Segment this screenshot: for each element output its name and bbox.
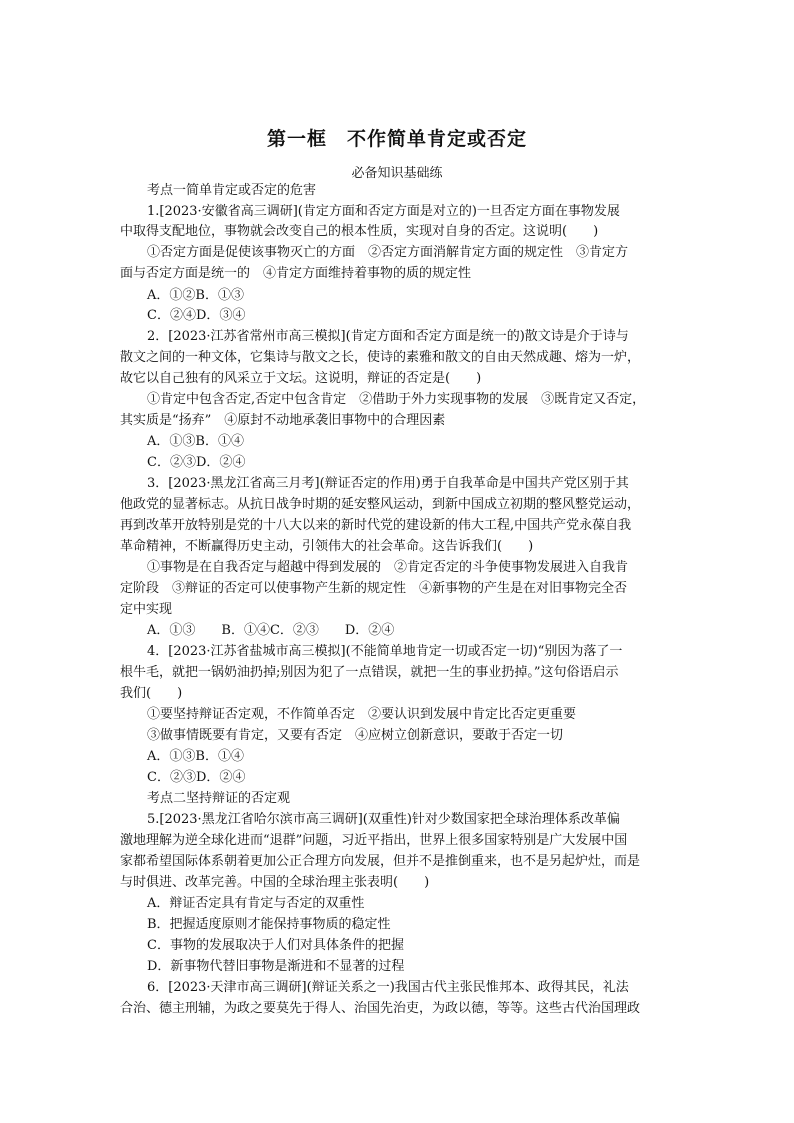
answer-option: A．①③B．①④ xyxy=(147,434,244,449)
answer-option: C．②④D．③④ xyxy=(147,308,246,323)
answer-option: C．②③D．②④ xyxy=(147,455,246,470)
page-subtitle: 必备知识基础练 xyxy=(351,166,443,181)
text-line: 激地理解为逆全球化进而“退群”问题，习近平指出，世界上很多国家特别是广大发展中国 xyxy=(120,833,628,848)
answer-option: C．②③D．②④ xyxy=(147,770,246,785)
text-line: ①肯定中包含否定,否定中包含肯定 ②借助于外力实现事物的发展 ③既肯定又否定， xyxy=(147,392,646,407)
text-line: 合治、德主刑辅，为政之要莫先于得人、治国先治吏，为政以德，等等。这些古代治国理政 xyxy=(120,1001,641,1016)
answer-option: A．辩证否定具有肯定与否定的双重性 xyxy=(147,896,365,911)
answer-option: A．①③ B．①④C．②③ D．②④ xyxy=(147,623,395,638)
text-line: ③做事情既要有肯定，又要有否定 ④应树立创新意识，要敢于否定一切 xyxy=(147,728,564,743)
text-line: 中取得支配地位，事物就会改变自己的根本性质，实现对自身的否定。这说明( ) xyxy=(120,224,599,239)
page-title: 第一框 不作简单肯定或否定 xyxy=(266,128,527,150)
answer-option: D．新事物代替旧事物是渐进和不显著的过程 xyxy=(147,959,405,974)
text-line: 革命精神，不断赢得历史主动，引领伟大的社会革命。这告诉我们( ) xyxy=(120,539,534,554)
text-line: ①否定方面是促使该事物灭亡的方面 ②否定方面消解肯定方面的规定性 ③肯定方 xyxy=(147,245,629,260)
text-line: 再到改革开放特别是党的十八大以来的新时代党的建设新的伟大工程,中国共产党永葆自我 xyxy=(120,518,632,533)
text-line: 定中实现 xyxy=(120,602,173,617)
section-heading: 考点一简单肯定或否定的危害 xyxy=(147,183,317,198)
section-heading: 考点二坚持辩证的否定观 xyxy=(147,791,291,806)
text-line: 我们( ) xyxy=(120,686,183,701)
text-line: 散文之间的一种文体，它集诗与散文之长，使诗的素雅和散文的自由天然成趣、熔为一炉， xyxy=(120,350,641,365)
text-line: 3．[2023·黑龙江省高三月考](辩证否定的作用)勇于自我革命是中国共产党区别于其 xyxy=(147,476,629,491)
text-line: 与时俱进、改革完善。中国的全球治理主张表明( ) xyxy=(120,875,430,890)
text-line: 1.[2023·安徽省高三调研](肯定方面和否定方面是对立的)一旦否定方面在事物发展 xyxy=(147,204,620,219)
text-line: 根牛毛，就把一锅奶油扔掉;别因为犯了一点错误，就把一生的事业扔掉。”这句俗语启示 xyxy=(120,665,619,680)
answer-option: B．把握适度原则才能保持事物质的稳定性 xyxy=(147,917,391,932)
text-line: 2．[2023·江苏省常州市高三模拟](肯定方面和否定方面是统一的)散文诗是介于诗与 xyxy=(147,329,629,344)
text-line: 6．[2023·天津市高三调研](辩证关系之一)我国古代主张民惟邦本、政得其民，礼法 xyxy=(147,980,629,995)
answer-option: A．①②B．①③ xyxy=(147,288,244,303)
text-line: ①要坚持辩证否定观，不作简单否定 ②要认识到发展中肯定比否定更重要 xyxy=(147,707,577,722)
text-line: 5.[2023·黑龙江省哈尔滨市高三调研](双重性)针对少数国家把全球治理体系改革偏 xyxy=(147,812,620,827)
text-line: 4．[2023·江苏省盐城市高三模拟](不能简单地肯定一切或否定一切)“别因为落了一 xyxy=(147,644,623,659)
text-line: 故它以自己独有的风采立于文坛。这说明，辩证的否定是( ) xyxy=(120,371,482,386)
text-line: ①事物是在自我否定与超越中得到发展的 ②肯定否定的斗争使事物发展进入自我肯 xyxy=(147,560,629,575)
text-line: 他政党的显著标志。从抗日战争时期的延安整风运动，到新中国成立初期的整风整党运动， xyxy=(120,497,641,512)
answer-option: A．①③B．①④ xyxy=(147,749,244,764)
text-line: 家都希望国际体系朝着更加公正合理方向发展，但并不是推倒重来，也不是另起炉灶，而是 xyxy=(120,854,641,869)
text-line: 面与否定方面是统一的 ④肯定方面维持着事物的质的规定性 xyxy=(120,266,472,281)
text-line: 其实质是“扬弃” ④原封不动地承袭旧事物中的合理因素 xyxy=(120,413,446,428)
text-line: 定阶段 ③辩证的否定可以使事物产生新的规定性 ④新事物的产生是在对旧事物完全否 xyxy=(120,581,628,596)
answer-option: C．事物的发展取决于人们对具体条件的把握 xyxy=(147,938,404,953)
